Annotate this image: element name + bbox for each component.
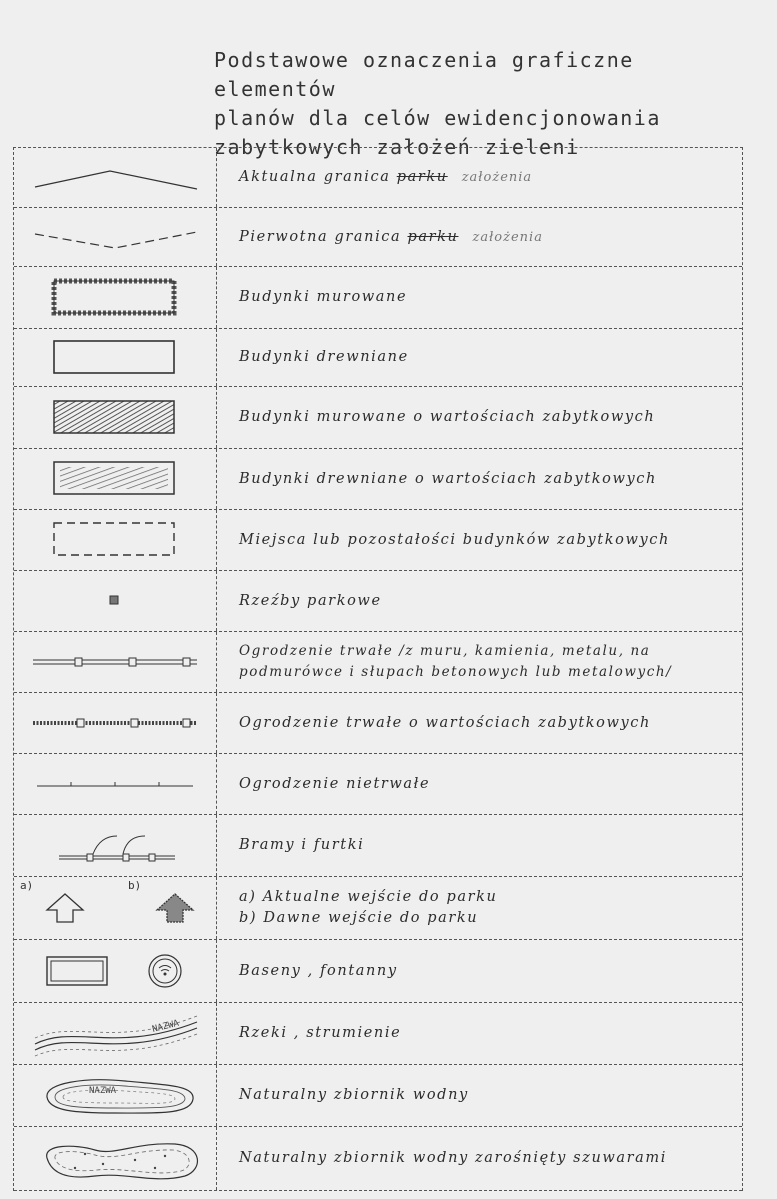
legend-description: Miejsca lub pozostałości budynków zabytkowych bbox=[239, 531, 670, 548]
pool-fountain-symbol bbox=[14, 940, 217, 1002]
entrance-label-b: b) bbox=[128, 879, 142, 892]
legend-row bbox=[14, 148, 742, 208]
legend-description: a) Aktualne wejście do parku b) Dawne wejście do parku bbox=[239, 889, 498, 926]
river-symbol bbox=[14, 1003, 217, 1064]
legend-row bbox=[14, 877, 742, 940]
legend-row bbox=[14, 510, 742, 571]
legend-row bbox=[14, 208, 742, 267]
permanent-fence-symbol bbox=[14, 632, 217, 692]
temporary-fence-symbol bbox=[14, 754, 217, 814]
gate-symbol bbox=[14, 815, 217, 876]
legend-description: Ogrodzenie trwałe o wartościach zabytkowych bbox=[239, 714, 651, 731]
lake-symbol bbox=[14, 1065, 217, 1126]
legend-description: Naturalny zbiornik wodny bbox=[239, 1087, 469, 1103]
legend-row bbox=[14, 693, 742, 754]
masonry-building-symbol bbox=[14, 267, 217, 328]
legend-description: Ogrodzenie nietrwałe bbox=[239, 775, 431, 792]
legend-row bbox=[14, 754, 742, 815]
sculpture-symbol bbox=[14, 571, 217, 631]
legend-description: Ogrodzenie trwałe /z muru, kamienia, metalu, na podmurówce i słupach betonowych lub metalowych/ bbox=[239, 643, 673, 680]
legend-description: Bramy i furtki bbox=[239, 837, 365, 853]
legend-description: Naturalny zbiornik wodny zarośnięty szuwarami bbox=[239, 1150, 668, 1166]
legend-row bbox=[14, 632, 742, 693]
legend-table bbox=[13, 147, 743, 1191]
legend-description: Budynki murowane o wartościach zabytkowych bbox=[239, 409, 656, 425]
legend-row bbox=[14, 571, 742, 632]
legend-row bbox=[14, 1065, 742, 1127]
page-title: Podstawowe oznaczenia graficzne elementów planów dla celów ewidencjonowania zabytkowych założeń zieleni bbox=[214, 48, 661, 159]
legend-description: Baseny , fontanny bbox=[239, 962, 398, 979]
wooden-building-symbol bbox=[14, 329, 217, 386]
handwritten-note: założenia bbox=[472, 229, 543, 245]
overgrown-lake-symbol bbox=[14, 1127, 217, 1190]
current-boundary-symbol bbox=[14, 148, 217, 207]
legend-row bbox=[14, 449, 742, 510]
legend-description: Budynki drewniane bbox=[239, 349, 409, 365]
legend-description: Aktualna granica parku założenia bbox=[239, 169, 533, 185]
legend-description: Budynki murowane bbox=[239, 289, 408, 305]
river-name-label: NAZWA bbox=[151, 1018, 181, 1035]
legend-description: Rzeki , strumienie bbox=[239, 1025, 402, 1041]
historic-fence-symbol bbox=[14, 693, 217, 753]
current-entrance-arrow-icon bbox=[47, 894, 83, 922]
building-remains-symbol bbox=[14, 510, 217, 570]
legend-row bbox=[14, 387, 742, 449]
legend-row bbox=[14, 1127, 742, 1191]
legend-row bbox=[14, 1003, 742, 1065]
legend-description: Pierwotna granica parku założenia bbox=[239, 228, 543, 245]
historic-masonry-building-symbol bbox=[14, 387, 217, 448]
original-boundary-symbol bbox=[14, 208, 217, 266]
former-entrance-arrow-icon bbox=[157, 894, 193, 922]
handwritten-note: założenia bbox=[461, 170, 533, 185]
legend-row bbox=[14, 940, 742, 1003]
legend-row bbox=[14, 267, 742, 329]
lake-name-label: NAZWA bbox=[89, 1085, 117, 1096]
entrance-label-a: a) bbox=[20, 879, 34, 892]
legend-row bbox=[14, 329, 742, 387]
legend-description: Budynki drewniane o wartościach zabytkowych bbox=[239, 470, 657, 487]
legend-description: Rzeźby parkowe bbox=[239, 592, 382, 609]
legend-row bbox=[14, 815, 742, 877]
historic-wooden-building-symbol bbox=[14, 449, 217, 509]
entrance-symbols bbox=[14, 877, 217, 939]
